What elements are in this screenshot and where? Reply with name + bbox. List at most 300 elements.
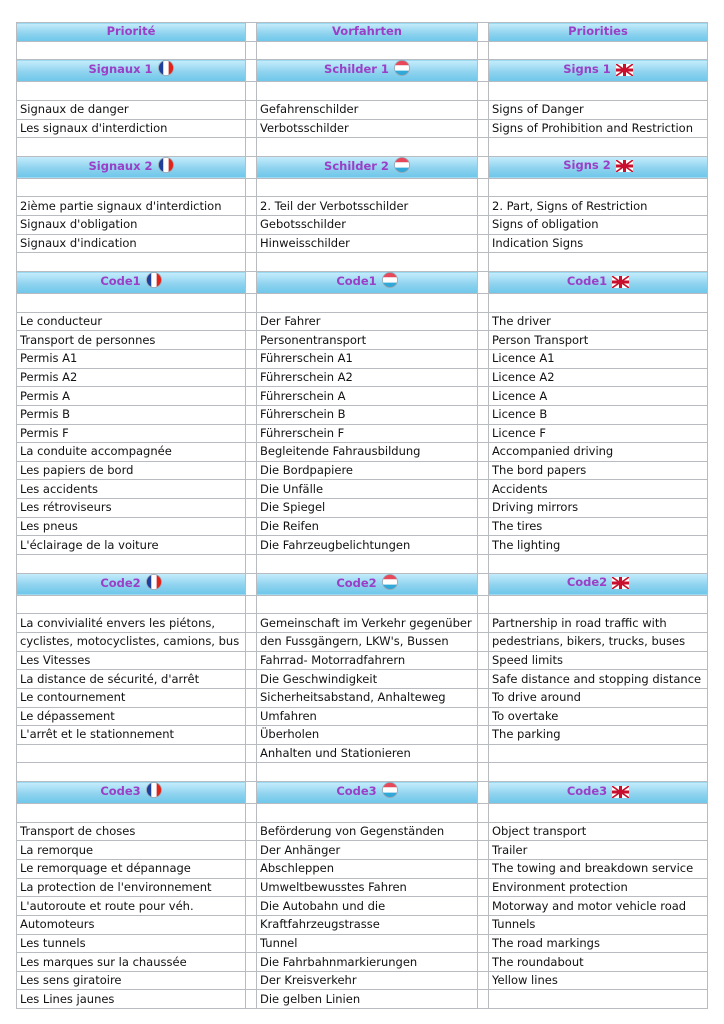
empty-cell	[17, 138, 246, 157]
table-cell: Environment protection	[489, 878, 708, 897]
table-cell: Licence A	[489, 387, 708, 406]
vocabulary-table	[16, 22, 708, 1009]
table-row	[17, 744, 708, 763]
table-cell: 2ième partie signaux d'interdiction	[17, 197, 246, 216]
france-flag-icon	[158, 60, 174, 81]
france-flag-icon	[146, 574, 162, 595]
empty-cell	[17, 555, 246, 574]
section-header-label: Vorfahrten	[332, 24, 402, 39]
column-gap-cell	[478, 272, 489, 294]
table-cell: Speed limits	[489, 651, 708, 670]
section-header-label: Code1	[336, 274, 377, 289]
table-cell: Le dépassement	[17, 707, 246, 726]
table-row	[17, 670, 708, 689]
empty-cell	[17, 82, 246, 101]
table-cell: Les accidents	[17, 480, 246, 499]
column-gap-cell	[478, 971, 489, 990]
table-cell: Die Bordpapiere	[257, 461, 478, 480]
column-gap-cell	[246, 688, 257, 707]
section-header-label: Code2	[100, 575, 141, 590]
column-gap-cell	[478, 216, 489, 235]
empty-cell	[17, 253, 246, 272]
column-gap-cell	[478, 331, 489, 350]
column-gap-cell	[478, 822, 489, 841]
section-header-label: Code3	[336, 784, 377, 799]
table-cell: The road markings	[489, 934, 708, 953]
table-row	[17, 443, 708, 462]
section-header-cell	[257, 60, 478, 82]
column-gap-cell	[478, 555, 489, 574]
column-gap-cell	[478, 632, 489, 651]
table-cell: Motorway and motor vehicle road	[489, 897, 708, 916]
table-cell: Permis A	[17, 387, 246, 406]
column-gap-cell	[478, 782, 489, 804]
table-cell: Licence B	[489, 405, 708, 424]
section-header-cell	[17, 782, 246, 804]
column-gap-cell	[246, 234, 257, 253]
column-gap-cell	[478, 294, 489, 313]
empty-cell	[489, 138, 708, 157]
empty-cell	[257, 178, 478, 197]
column-gap-cell	[246, 156, 257, 178]
column-gap-cell	[478, 23, 489, 42]
column-gap-cell	[478, 726, 489, 745]
column-gap-cell	[246, 138, 257, 157]
column-gap-cell	[478, 138, 489, 157]
table-row	[17, 119, 708, 138]
column-gap-cell	[246, 480, 257, 499]
section-header-cell	[17, 156, 246, 178]
section-header-cell	[489, 156, 708, 178]
column-gap-cell	[246, 41, 257, 60]
column-gap-cell	[478, 651, 489, 670]
table-cell: La conduite accompagnée	[17, 443, 246, 462]
section-header-cell	[489, 23, 708, 42]
column-gap-cell	[246, 859, 257, 878]
table-cell: Les rétroviseurs	[17, 499, 246, 518]
section-header-label: Code1	[566, 273, 608, 288]
section-header-label: Signaux 2	[88, 158, 153, 173]
table-cell: La convivialité envers les piétons,	[17, 614, 246, 633]
column-gap-cell	[478, 841, 489, 860]
table-cell: Signs of obligation	[489, 216, 708, 235]
column-gap-cell	[246, 897, 257, 916]
column-gap-cell	[246, 822, 257, 841]
table-row	[17, 726, 708, 745]
column-gap-cell	[246, 841, 257, 860]
column-gap-cell	[246, 197, 257, 216]
table-row	[17, 651, 708, 670]
section-header-cell	[17, 60, 246, 82]
luxembourg-flag-icon	[382, 782, 398, 803]
section-header-cell	[257, 272, 478, 294]
empty-cell	[489, 294, 708, 313]
section-header-cell	[257, 23, 478, 42]
spacer-row	[17, 178, 708, 197]
section-header-cell	[257, 156, 478, 178]
luxembourg-flag-icon	[394, 157, 410, 178]
table-cell: Signaux d'obligation	[17, 216, 246, 235]
column-gap-cell	[246, 595, 257, 614]
table-cell: Permis A1	[17, 349, 246, 368]
table-cell: To drive around	[489, 688, 708, 707]
section-header-label: Code2	[566, 575, 608, 590]
column-gap-cell	[246, 707, 257, 726]
table-row	[17, 331, 708, 350]
table-row	[17, 897, 708, 916]
empty-cell	[489, 253, 708, 272]
column-gap-cell	[478, 915, 489, 934]
spacer-row	[17, 253, 708, 272]
column-gap-cell	[246, 178, 257, 197]
table-row	[17, 424, 708, 443]
table-cell: Les Vitesses	[17, 651, 246, 670]
column-gap-cell	[478, 595, 489, 614]
empty-cell	[257, 253, 478, 272]
table-cell: Hinweisschilder	[257, 234, 478, 253]
column-gap-cell	[478, 707, 489, 726]
column-gap-cell	[478, 41, 489, 60]
empty-cell	[257, 41, 478, 60]
section-header-label: Signs 1	[563, 61, 611, 76]
table-cell: La distance de sécurité, d'arrêt	[17, 670, 246, 689]
table-cell: La remorque	[17, 841, 246, 860]
table-cell: Gemeinschaft im Verkehr gegenüber	[257, 614, 478, 633]
table-cell: Permis A2	[17, 368, 246, 387]
table-cell: The roundabout	[489, 953, 708, 972]
table-cell: Permis B	[17, 405, 246, 424]
table-row	[17, 368, 708, 387]
empty-cell	[17, 41, 246, 60]
table-cell: Licence A1	[489, 349, 708, 368]
column-gap-cell	[478, 688, 489, 707]
column-gap-cell	[246, 119, 257, 138]
table-cell: Der Kreisverkehr	[257, 971, 478, 990]
section-header-label: Priorities	[568, 24, 628, 39]
column-gap-cell	[478, 480, 489, 499]
table-cell: L'éclairage de la voiture	[17, 536, 246, 555]
column-gap-cell	[478, 119, 489, 138]
section-header-cell	[257, 573, 478, 595]
table-row	[17, 841, 708, 860]
table-cell: Beförderung von Gegenständen	[257, 822, 478, 841]
table-cell: Les sens giratoire	[17, 971, 246, 990]
table-cell: Accidents	[489, 480, 708, 499]
spacer-row	[17, 804, 708, 823]
table-row	[17, 971, 708, 990]
table-cell: Trailer	[489, 841, 708, 860]
empty-cell	[489, 555, 708, 574]
column-gap-cell	[246, 461, 257, 480]
column-gap-cell	[246, 349, 257, 368]
section-header-label: Priorité	[106, 24, 156, 39]
table-cell: Partnership in road traffic with	[489, 614, 708, 633]
column-gap-cell	[478, 897, 489, 916]
table-cell: Les pneus	[17, 517, 246, 536]
column-gap-cell	[246, 934, 257, 953]
table-row	[17, 822, 708, 841]
empty-cell	[257, 138, 478, 157]
table-cell: Sicherheitsabstand, Anhalteweg	[257, 688, 478, 707]
table-cell: Umweltbewusstes Fahren	[257, 878, 478, 897]
column-gap-cell	[246, 517, 257, 536]
table-cell: Les tunnels	[17, 934, 246, 953]
table-cell: Verbotsschilder	[257, 119, 478, 138]
column-gap-cell	[478, 405, 489, 424]
table-cell: Licence F	[489, 424, 708, 443]
table-row	[17, 480, 708, 499]
column-gap-cell	[478, 461, 489, 480]
column-gap-cell	[246, 651, 257, 670]
table-cell: den Fussgängern, LKW's, Bussen	[257, 632, 478, 651]
table-row	[17, 312, 708, 331]
section-header-cell	[489, 60, 708, 82]
table-cell: Le contournement	[17, 688, 246, 707]
spacer-row	[17, 41, 708, 60]
section-header-row	[17, 23, 708, 42]
table-row	[17, 387, 708, 406]
table-row	[17, 461, 708, 480]
column-gap-cell	[478, 387, 489, 406]
spacer-row	[17, 294, 708, 313]
table-cell: Signaux de danger	[17, 100, 246, 119]
table-row	[17, 614, 708, 633]
table-row	[17, 499, 708, 518]
table-cell: Le conducteur	[17, 312, 246, 331]
vocabulary-table-body	[17, 23, 708, 1009]
table-cell: Die Reifen	[257, 517, 478, 536]
section-header-label: Schilder 2	[324, 158, 389, 173]
column-gap-cell	[246, 60, 257, 82]
table-cell: The parking	[489, 726, 708, 745]
table-cell: Gefahrenschilder	[257, 100, 478, 119]
luxembourg-flag-icon	[394, 60, 410, 81]
spacer-row	[17, 82, 708, 101]
table-cell: Die gelben Linien	[257, 990, 478, 1009]
table-cell: Signaux d'indication	[17, 234, 246, 253]
france-flag-icon	[146, 782, 162, 803]
table-cell: 2. Part, Signs of Restriction	[489, 197, 708, 216]
column-gap-cell	[478, 536, 489, 555]
table-cell: Die Fahrbahnmarkierungen	[257, 953, 478, 972]
table-cell: Überholen	[257, 726, 478, 745]
uk-flag-icon	[612, 577, 629, 594]
table-cell: Kraftfahrzeugstrasse	[257, 915, 478, 934]
column-gap-cell	[246, 312, 257, 331]
table-cell: Transport de choses	[17, 822, 246, 841]
table-cell: La protection de l'environnement	[17, 878, 246, 897]
table-cell: Die Unfälle	[257, 480, 478, 499]
table-cell: Die Geschwindigkeit	[257, 670, 478, 689]
luxembourg-flag-icon	[382, 272, 398, 293]
table-row	[17, 216, 708, 235]
table-cell: Les papiers de bord	[17, 461, 246, 480]
table-row	[17, 953, 708, 972]
section-header-label: Signs 2	[563, 158, 611, 173]
table-cell: Der Anhänger	[257, 841, 478, 860]
table-row	[17, 707, 708, 726]
table-row	[17, 234, 708, 253]
table-cell: Die Spiegel	[257, 499, 478, 518]
column-gap-cell	[478, 990, 489, 1009]
table-cell	[489, 990, 708, 1009]
column-gap-cell	[478, 424, 489, 443]
table-cell: Tunnels	[489, 915, 708, 934]
table-row	[17, 915, 708, 934]
section-header-label: Code1	[100, 274, 141, 289]
column-gap-cell	[478, 804, 489, 823]
column-gap-cell	[478, 197, 489, 216]
column-gap-cell	[478, 573, 489, 595]
column-gap-cell	[478, 312, 489, 331]
column-gap-cell	[246, 294, 257, 313]
empty-cell	[489, 41, 708, 60]
table-cell: Transport de personnes	[17, 331, 246, 350]
table-cell: Umfahren	[257, 707, 478, 726]
empty-cell	[489, 804, 708, 823]
column-gap-cell	[478, 859, 489, 878]
column-gap-cell	[246, 763, 257, 782]
table-cell: cyclistes, motocyclistes, camions, bus	[17, 632, 246, 651]
table-cell: Gebotsschilder	[257, 216, 478, 235]
column-gap-cell	[246, 726, 257, 745]
column-gap-cell	[246, 100, 257, 119]
column-gap-cell	[478, 253, 489, 272]
table-cell: The lighting	[489, 536, 708, 555]
column-gap-cell	[246, 915, 257, 934]
table-cell: To overtake	[489, 707, 708, 726]
table-cell: Abschleppen	[257, 859, 478, 878]
column-gap-cell	[246, 387, 257, 406]
column-gap-cell	[478, 499, 489, 518]
column-gap-cell	[246, 405, 257, 424]
empty-cell	[257, 82, 478, 101]
column-gap-cell	[478, 670, 489, 689]
table-cell: Accompanied driving	[489, 443, 708, 462]
table-cell: 2. Teil der Verbotsschilder	[257, 197, 478, 216]
table-cell: Licence A2	[489, 368, 708, 387]
empty-cell	[17, 595, 246, 614]
section-header-label: Code3	[566, 783, 608, 798]
table-cell: Les Lines jaunes	[17, 990, 246, 1009]
empty-cell	[489, 82, 708, 101]
column-gap-cell	[246, 424, 257, 443]
column-gap-cell	[478, 234, 489, 253]
column-gap-cell	[246, 878, 257, 897]
section-header-cell	[489, 272, 708, 294]
section-header-row	[17, 782, 708, 804]
column-gap-cell	[478, 443, 489, 462]
uk-flag-icon	[616, 64, 633, 81]
table-row	[17, 688, 708, 707]
section-header-label: Schilder 1	[324, 62, 389, 77]
table-cell: The tires	[489, 517, 708, 536]
table-cell	[17, 744, 246, 763]
empty-cell	[489, 763, 708, 782]
column-gap-cell	[246, 573, 257, 595]
spacer-row	[17, 595, 708, 614]
column-gap-cell	[246, 82, 257, 101]
table-cell: Führerschein B	[257, 405, 478, 424]
table-cell: Tunnel	[257, 934, 478, 953]
table-cell: Führerschein A2	[257, 368, 478, 387]
column-gap-cell	[478, 763, 489, 782]
column-gap-cell	[246, 23, 257, 42]
empty-cell	[17, 178, 246, 197]
spacer-row	[17, 763, 708, 782]
section-header-label: Code2	[336, 575, 377, 590]
table-cell: Fahrrad- Motorradfahrern	[257, 651, 478, 670]
table-cell: Les marques sur la chaussée	[17, 953, 246, 972]
table-cell: Safe distance and stopping distance	[489, 670, 708, 689]
france-flag-icon	[158, 157, 174, 178]
spacer-row	[17, 555, 708, 574]
france-flag-icon	[146, 272, 162, 293]
column-gap-cell	[246, 536, 257, 555]
section-header-cell	[17, 573, 246, 595]
uk-flag-icon	[612, 786, 629, 803]
empty-cell	[257, 763, 478, 782]
section-header-row	[17, 272, 708, 294]
section-header-cell	[257, 782, 478, 804]
column-gap-cell	[246, 443, 257, 462]
table-cell: Object transport	[489, 822, 708, 841]
column-gap-cell	[478, 878, 489, 897]
table-cell: Die Fahrzeugbelichtungen	[257, 536, 478, 555]
uk-flag-icon	[612, 276, 629, 293]
empty-cell	[489, 595, 708, 614]
table-cell: Driving mirrors	[489, 499, 708, 518]
empty-cell	[17, 294, 246, 313]
table-cell: Führerschein F	[257, 424, 478, 443]
column-gap-cell	[246, 555, 257, 574]
empty-cell	[257, 294, 478, 313]
column-gap-cell	[478, 953, 489, 972]
table-row	[17, 878, 708, 897]
section-header-label: Code3	[100, 784, 141, 799]
table-row	[17, 859, 708, 878]
table-cell: Signs of Prohibition and Restriction	[489, 119, 708, 138]
table-cell	[489, 744, 708, 763]
table-cell: Indication Signs	[489, 234, 708, 253]
column-gap-cell	[246, 368, 257, 387]
empty-cell	[489, 178, 708, 197]
column-gap-cell	[246, 632, 257, 651]
table-row	[17, 100, 708, 119]
column-gap-cell	[246, 953, 257, 972]
table-cell: The bord papers	[489, 461, 708, 480]
table-cell: L'autoroute et route pour véh.	[17, 897, 246, 916]
table-row	[17, 517, 708, 536]
column-gap-cell	[246, 216, 257, 235]
section-header-row	[17, 156, 708, 178]
table-row	[17, 934, 708, 953]
column-gap-cell	[246, 971, 257, 990]
section-header-label: Signaux 1	[88, 62, 153, 77]
column-gap-cell	[478, 744, 489, 763]
section-header-cell	[17, 23, 246, 42]
empty-cell	[257, 555, 478, 574]
column-gap-cell	[246, 990, 257, 1009]
table-cell: Permis F	[17, 424, 246, 443]
table-row	[17, 197, 708, 216]
column-gap-cell	[246, 253, 257, 272]
section-header-row	[17, 573, 708, 595]
empty-cell	[17, 763, 246, 782]
empty-cell	[17, 804, 246, 823]
table-cell: pedestrians, bikers, trucks, buses	[489, 632, 708, 651]
uk-flag-icon	[616, 160, 633, 177]
